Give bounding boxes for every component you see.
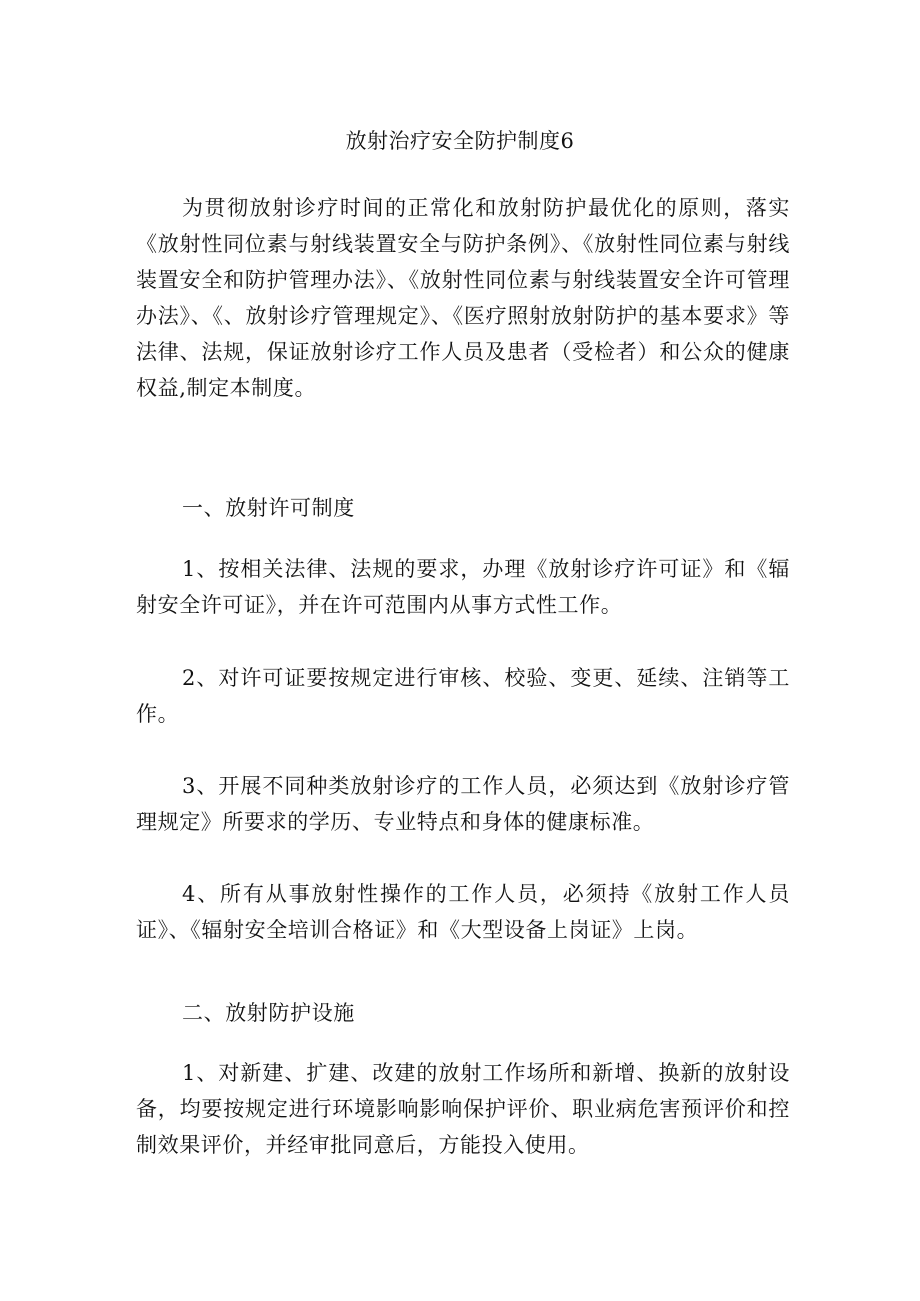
license-item-4: 4、所有从事放射性操作的工作人员，必须持《放射工作人员证》、《辐射安全培训合格证》和《大型设备上岗证》上岗。: [136, 882, 790, 942]
license-item-1: 1、按相关法律、法规的要求，办理《放射诊疗许可证》和《辐射安全许可证》，并在许可范围内从事方式性工作。: [136, 557, 790, 617]
section-heading-license: 一、放射许可制度: [182, 496, 355, 520]
facilities-item-1: 1、对新建、扩建、改建的放射工作场所和新增、换新的放射设备，均要按规定进行环境影响影响保护评价、职业病危害预评价和控制效果评价，并经审批同意后，方能投入使用。: [136, 1061, 790, 1157]
license-item-2: 2、对许可证要按规定进行审核、校验、变更、延续、注销等工作。: [136, 666, 790, 726]
intro-paragraph: 为贯彻放射诊疗时间的正常化和放射防护最优化的原则，落实《放射性同位素与射线装置安全与防护条例》、《放射性同位素与射线装置安全和防护管理办法》、《放射性同位素与射线装置安全许可管理办法》、《、放射诊疗管理规定》、《医疗照射放射防护的基本要求》等法律、法规，保证放射诊疗工作人员及患者（受检者）和公众的健康权益,制定本制度。: [136, 196, 790, 400]
license-item-3: 3、开展不同种类放射诊疗的工作人员，必须达到《放射诊疗管理规定》所要求的学历、专业特点和身体的健康标准。: [136, 774, 790, 834]
document-title: 放射治疗安全防护制度6: [345, 129, 575, 153]
section-heading-facilities: 二、放射防护设施: [182, 1001, 355, 1025]
